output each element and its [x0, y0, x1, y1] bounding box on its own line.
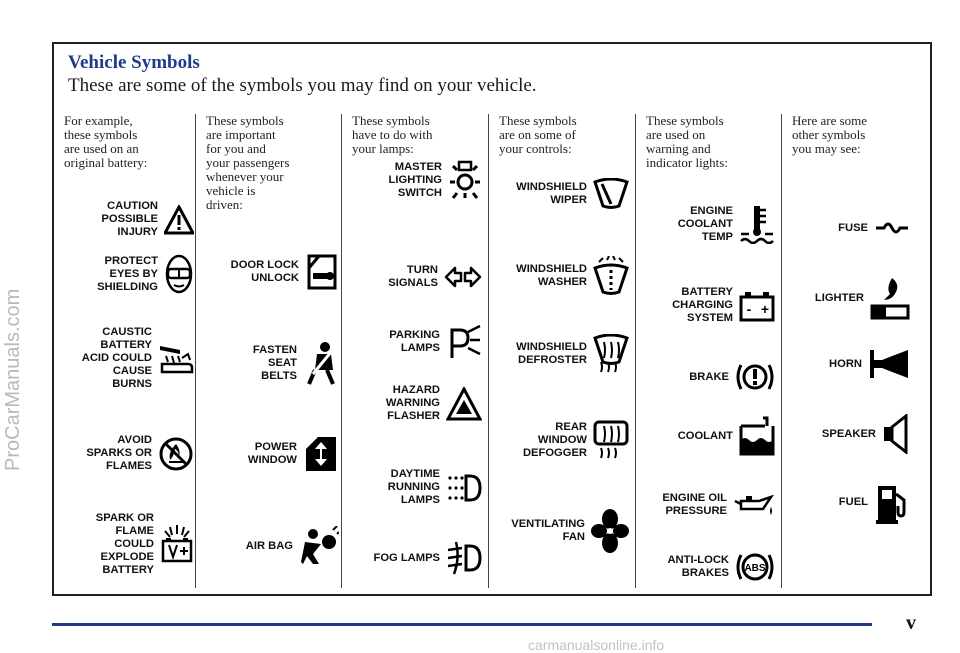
symbol-label: CAUTION POSSIBLE INJURY — [101, 200, 158, 238]
symbol-turn-signals — [352, 264, 482, 290]
symbol-ventilating-fan — [499, 508, 629, 554]
column-intro: Here are some other symbols you may see: — [792, 113, 868, 156]
column-other — [792, 114, 932, 588]
caution-triangle-icon — [164, 205, 194, 235]
column-intro: These symbols are on some of your controls: — [499, 113, 577, 156]
symbol-fuse — [792, 218, 910, 238]
column-lamps — [352, 114, 486, 588]
coolant-temp-icon — [739, 204, 775, 244]
symbol-label: COOLANT — [677, 429, 733, 442]
symbol-label: DAYTIME RUNNING LAMPS — [387, 468, 440, 506]
defroster-icon — [593, 334, 629, 374]
symbol-label: AVOID SPARKS OR FLAMES — [86, 434, 152, 472]
symbol-label: TURN SIGNALS — [388, 264, 438, 289]
symbol-label: VENTILATING FAN — [511, 518, 585, 543]
acid-hand-icon — [158, 342, 194, 376]
symbol-label: FUEL — [838, 495, 868, 508]
symbol-label: DOOR LOCK UNLOCK — [230, 259, 299, 284]
page-subtitle: These are some of the symbols you may find on your vehicle. — [68, 75, 537, 96]
column-important — [206, 114, 339, 588]
symbol-label: ENGINE OIL PRESSURE — [662, 492, 727, 517]
side-watermark: ProCarManuals.com — [2, 288, 24, 472]
column-battery — [64, 114, 194, 588]
power-window-icon — [303, 434, 339, 474]
page-title: Vehicle Symbols — [68, 52, 200, 73]
column-warning-lights — [646, 114, 779, 588]
page-number: v — [906, 612, 916, 634]
symbol-label: LIGHTER — [814, 291, 864, 304]
rear-defogger-icon — [593, 420, 629, 460]
symbol-rear-defogger — [499, 420, 629, 460]
air-bag-icon — [299, 526, 339, 566]
speaker-icon — [882, 414, 910, 454]
parking-lamp-icon — [446, 324, 482, 360]
symbol-caution — [64, 200, 194, 239]
fan-icon — [591, 508, 629, 554]
abs-icon — [735, 548, 775, 586]
column-divider — [635, 114, 636, 588]
symbol-hazard — [352, 384, 482, 423]
fuel-pump-icon — [874, 480, 910, 524]
column-controls — [499, 114, 633, 588]
symbol-label: FOG LAMPS — [373, 551, 440, 564]
symbol-label: HAZARD WARNING FLASHER — [385, 384, 440, 422]
turn-signal-icon — [444, 266, 482, 288]
symbol-power-window — [206, 434, 339, 474]
symbol-label: AIR BAG — [245, 539, 293, 552]
abs-text: ABS — [744, 563, 766, 574]
symbol-battery-charging — [646, 286, 775, 325]
fog-lamp-icon — [446, 538, 482, 578]
oil-can-icon — [733, 493, 775, 517]
face-goggles-icon — [164, 252, 194, 296]
bottom-rule — [52, 623, 872, 626]
lighter-icon — [870, 274, 910, 322]
symbol-air-bag — [206, 526, 339, 566]
symbol-label: WINDSHIELD WASHER — [516, 263, 587, 288]
symbol-daytime-running — [352, 468, 482, 507]
master-lighting-icon — [448, 160, 482, 200]
symbol-label: WINDSHIELD WIPER — [516, 181, 587, 206]
no-flame-icon — [158, 436, 194, 472]
column-intro: These symbols are important for you and your passengers whenever your vehicle is driven: — [206, 113, 290, 212]
symbol-seat-belt — [206, 340, 339, 386]
symbol-label: HORN — [829, 357, 862, 370]
symbol-label: BATTERY CHARGING SYSTEM — [672, 286, 733, 324]
symbol-fuel — [792, 480, 910, 524]
daytime-lamp-icon — [446, 470, 482, 506]
battery-charging-icon — [739, 290, 775, 322]
hazard-triangle-icon — [446, 387, 482, 421]
column-divider — [488, 114, 489, 588]
symbol-defroster — [499, 334, 629, 374]
symbol-coolant-level — [646, 416, 775, 456]
battery-explode-icon — [160, 525, 194, 565]
column-intro: For example, these symbols are used on an original battery: — [64, 113, 148, 170]
fuse-icon — [874, 218, 910, 238]
column-divider — [195, 114, 196, 588]
coolant-level-icon — [739, 416, 775, 456]
symbol-label: ANTI-LOCK BRAKES — [667, 554, 729, 579]
symbol-lighter — [792, 274, 910, 322]
door-lock-icon — [305, 252, 339, 292]
symbol-label: WINDSHIELD DEFROSTER — [516, 341, 587, 366]
symbol-avoid-sparks — [64, 434, 194, 473]
symbol-label: MASTER LIGHTING SWITCH — [388, 160, 442, 199]
symbol-label: REAR WINDOW DEFOGGER — [522, 420, 587, 459]
washer-icon — [593, 256, 629, 296]
symbol-label: CAUSTIC BATTERY ACID COULD CAUSE BURNS — [81, 326, 152, 390]
symbol-anti-lock — [646, 548, 775, 586]
symbol-protect-eyes — [64, 252, 194, 296]
symbol-label: PROTECT EYES BY SHIELDING — [97, 254, 158, 293]
battery-minus-sign: - — [746, 300, 752, 317]
symbol-brake — [646, 358, 775, 396]
symbol-label: SPEAKER — [821, 427, 876, 440]
vehicle-symbols-panel — [52, 42, 932, 596]
column-divider — [341, 114, 342, 588]
wiper-icon — [593, 178, 629, 210]
symbol-washer — [499, 256, 629, 296]
symbol-wiper — [499, 178, 629, 210]
column-intro: These symbols are used on warning and indicator lights: — [646, 113, 728, 170]
symbol-horn — [792, 346, 910, 382]
symbol-master-lighting — [352, 160, 482, 200]
column-intro: These symbols have to do with your lamps: — [352, 113, 433, 156]
symbol-fog-lamps — [352, 538, 482, 578]
brake-warning-icon — [735, 358, 775, 396]
symbol-label: PARKING LAMPS — [389, 329, 440, 354]
symbol-spark-explode — [64, 512, 194, 577]
symbol-parking-lamps — [352, 324, 482, 360]
symbol-label: SPARK OR FLAME COULD EXPLODE BATTERY — [95, 512, 154, 576]
battery-plus-sign: + — [760, 300, 770, 317]
seat-belt-icon — [303, 340, 339, 386]
symbol-door-lock — [206, 252, 339, 292]
symbol-label: POWER WINDOW — [247, 441, 297, 466]
symbol-speaker — [792, 414, 910, 454]
column-divider — [781, 114, 782, 588]
symbol-coolant-temp — [646, 204, 775, 244]
symbol-label: FASTEN SEAT BELTS — [252, 343, 297, 382]
symbol-caustic-acid — [64, 326, 194, 391]
footer-watermark: carmanualsonline.info — [528, 637, 665, 653]
symbol-oil-pressure — [646, 492, 775, 518]
horn-icon — [868, 346, 910, 382]
symbol-label: FUSE — [838, 221, 868, 234]
symbol-label: ENGINE COOLANT TEMP — [677, 204, 733, 243]
symbol-label: BRAKE — [689, 370, 729, 383]
